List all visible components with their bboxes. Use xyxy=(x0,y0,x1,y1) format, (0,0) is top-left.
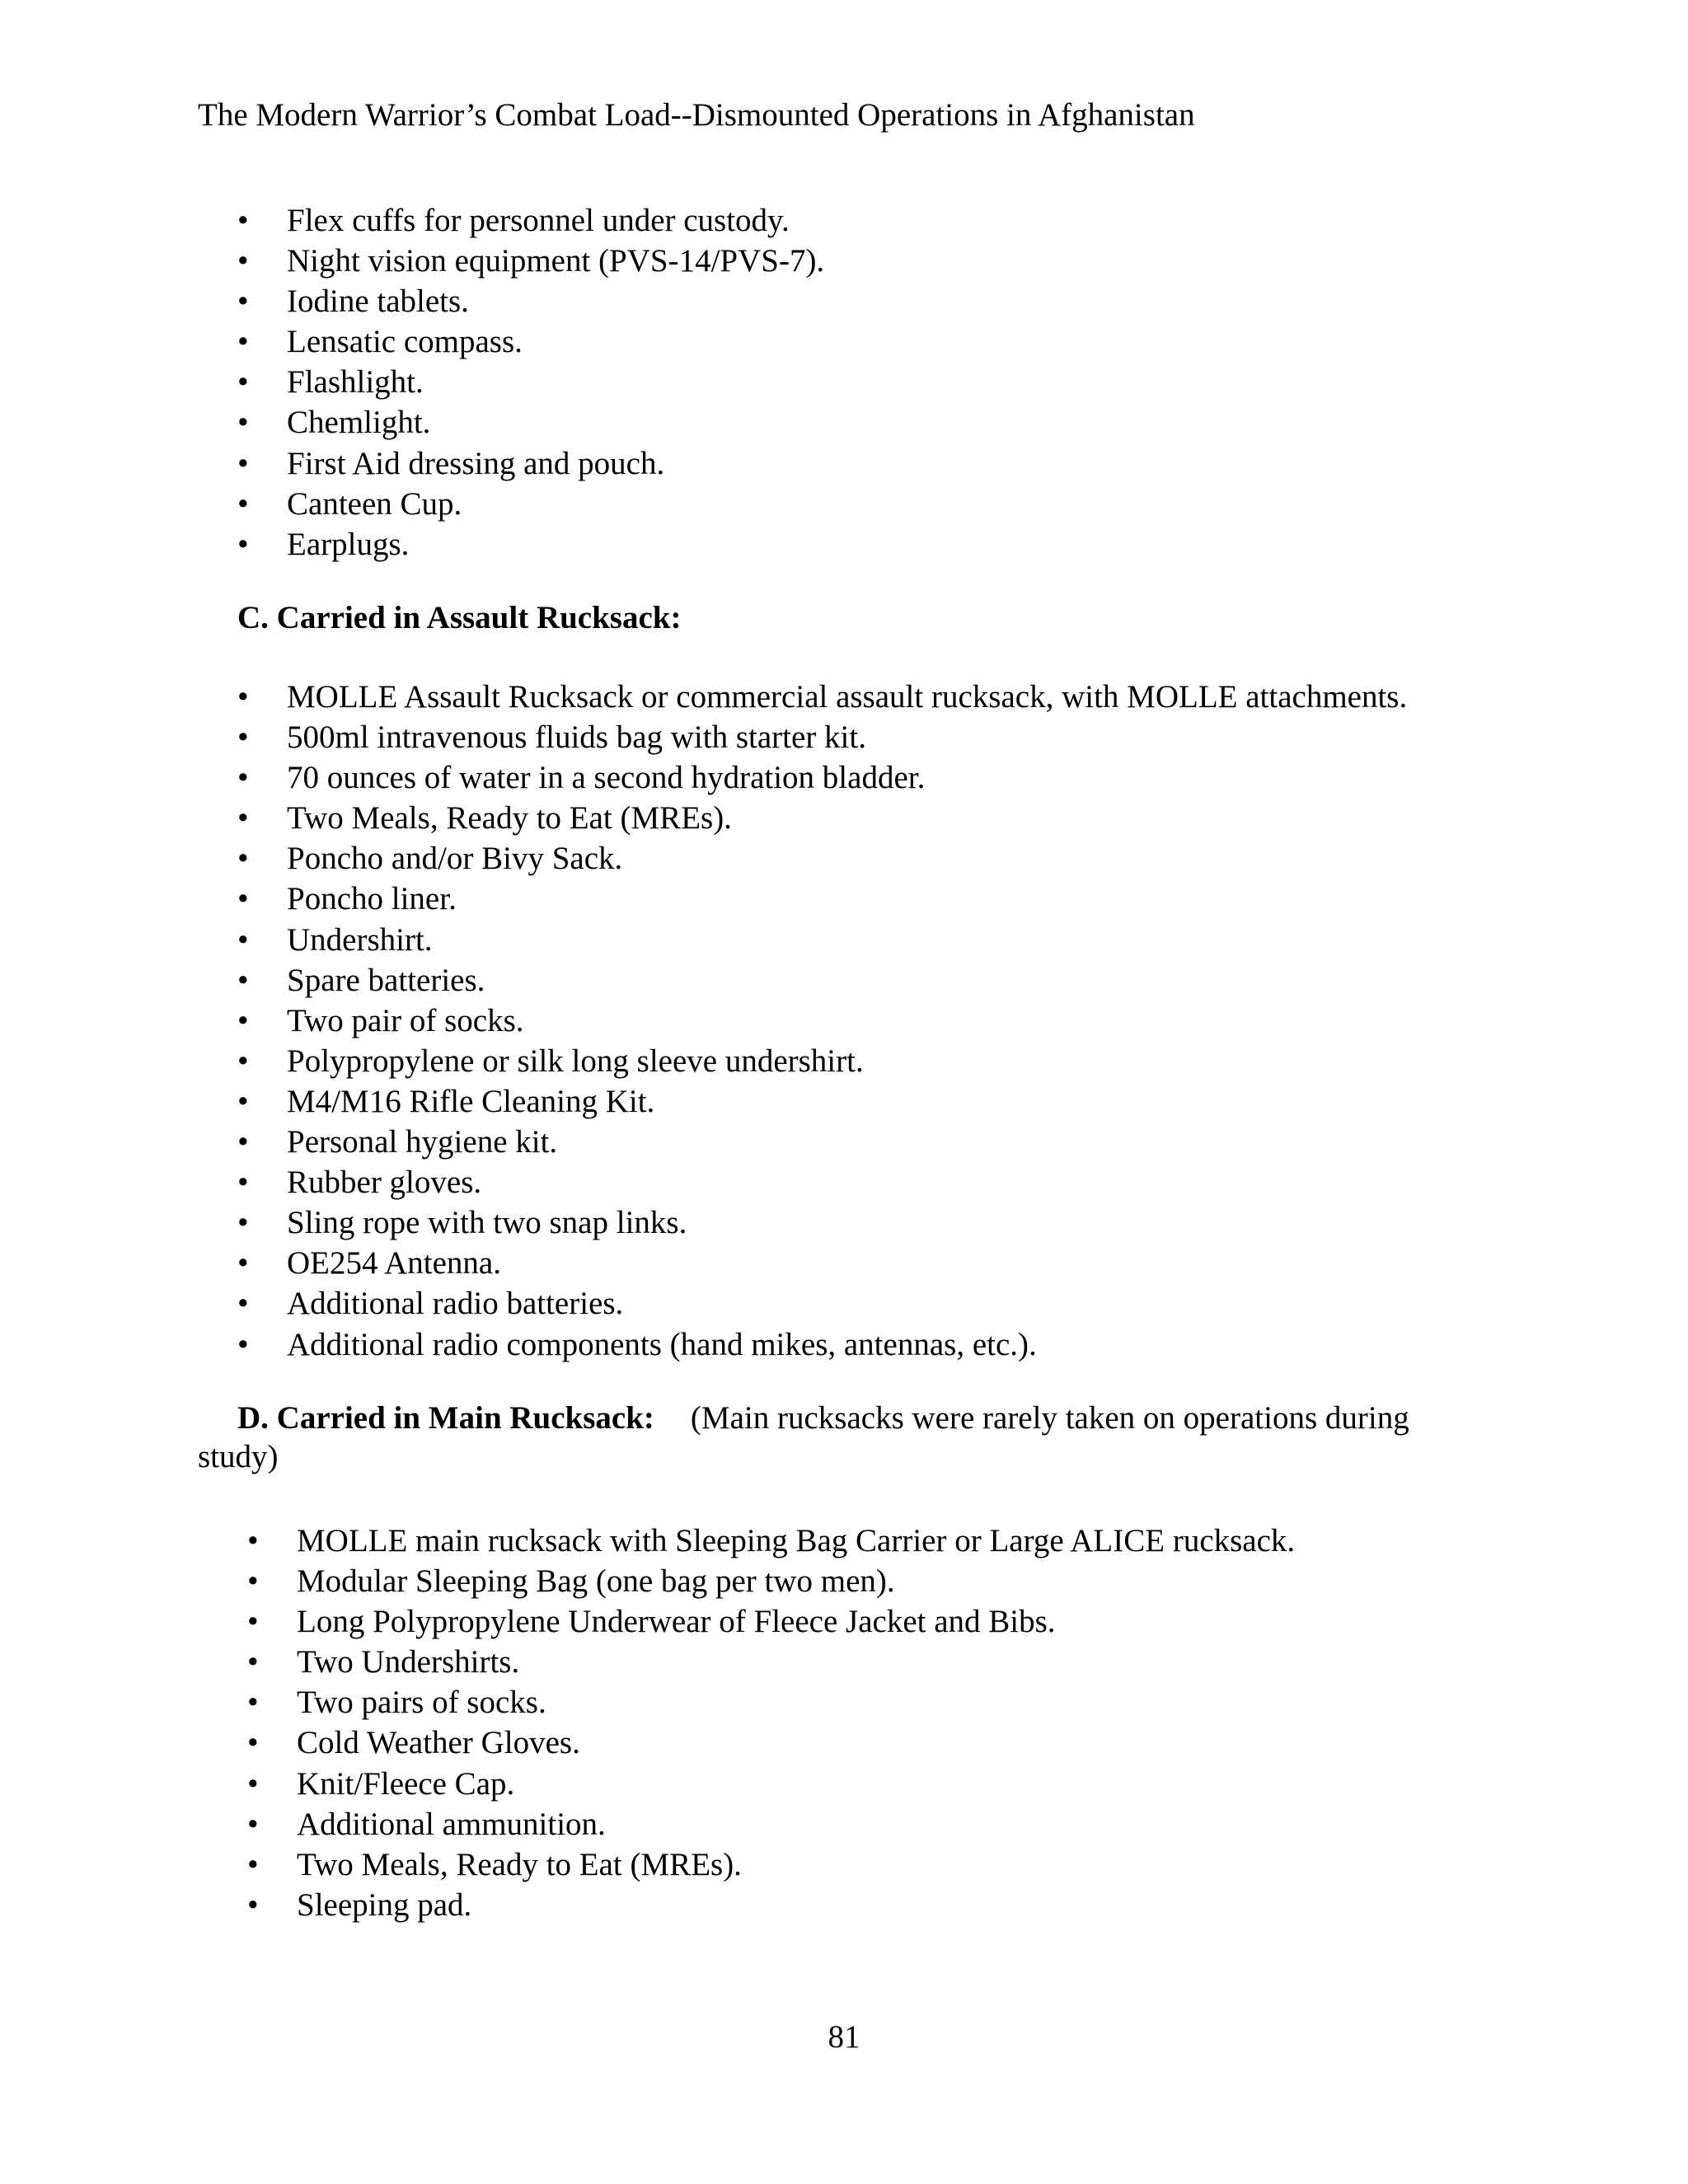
section-c-heading xyxy=(237,598,681,638)
bullet-icon: • xyxy=(237,526,249,562)
bullet-icon: • xyxy=(237,1165,249,1201)
list-item-text: 500ml intravenous fluids bag with starter kit. xyxy=(287,719,866,756)
bullet-icon: • xyxy=(237,881,249,917)
list-item-text: M4/M16 Rifle Cleaning Kit. xyxy=(287,1083,655,1119)
bullet-icon: • xyxy=(237,1245,249,1282)
list-item-text: Two Undershirts. xyxy=(297,1644,520,1680)
list-item-text: Additional radio components (hand mikes, antennas, etc.). xyxy=(287,1326,1037,1362)
list-item-text: Iodine tablets. xyxy=(287,284,469,320)
bullet-icon: • xyxy=(237,445,249,481)
bullet-icon: • xyxy=(247,1604,259,1640)
section-d-heading-label: D. Carried in Main Rucksack: xyxy=(237,1400,654,1436)
list-item-text: Two Meals, Ready to Eat (MREs). xyxy=(287,800,732,837)
list-item-text: Long Polypropylene Underwear of Fleece Jacket and Bibs. xyxy=(297,1604,1056,1640)
bullet-icon: • xyxy=(237,364,249,401)
bullet-icon: • xyxy=(237,324,249,360)
bullet-icon: • xyxy=(247,1523,259,1558)
bullet-icon: • xyxy=(237,841,249,877)
page-header-title: The Modern Warrior’s Combat Load--Dismounted Operations in Afghanistan xyxy=(198,97,1195,133)
bullet-icon: • xyxy=(237,1002,249,1038)
bullet-icon: • xyxy=(237,719,249,756)
list-item-text: MOLLE main rucksack with Sleeping Bag Carrier or Large ALICE rucksack. xyxy=(297,1523,1296,1558)
bullet-icon: • xyxy=(237,679,249,715)
list-item-text: Canteen Cup. xyxy=(287,485,462,522)
bullet-icon: • xyxy=(247,1765,259,1802)
section-c-heading-label: C. Carried in Assault Rucksack: xyxy=(237,600,682,635)
list-item-text: Chemlight. xyxy=(287,405,431,441)
list-item-text: MOLLE Assault Rucksack or commercial assault rucksack, with MOLLE attachments. xyxy=(287,679,1408,715)
bullet-icon: • xyxy=(237,800,249,837)
list-item-text: Additional radio batteries. xyxy=(287,1286,624,1322)
list-item-text: Two pairs of socks. xyxy=(297,1685,546,1721)
bullet-icon: • xyxy=(237,284,249,320)
list-item-text: Flashlight. xyxy=(287,364,424,401)
list-item-text: 70 ounces of water in a second hydration bladder. xyxy=(287,760,926,796)
bullet-icon: • xyxy=(247,1685,259,1721)
list-item-text: Poncho and/or Bivy Sack. xyxy=(287,841,623,877)
section-d-note-continuation: study) xyxy=(198,1439,279,1474)
list-item-text: Sleeping pad. xyxy=(297,1886,472,1923)
list-item-text: Polypropylene or silk long sleeve undershirt. xyxy=(287,1043,864,1079)
list-item-text: Knit/Fleece Cap. xyxy=(297,1765,515,1802)
bullet-icon: • xyxy=(247,1563,259,1600)
list-item-text: Flex cuffs for personnel under custody. xyxy=(287,203,790,238)
bullet-icon: • xyxy=(237,1286,249,1322)
bullet-icon: • xyxy=(237,760,249,796)
list-item-text: Lensatic compass. xyxy=(287,324,523,360)
list-item-text: OE254 Antenna. xyxy=(287,1245,501,1282)
list-item-text: Rubber gloves. xyxy=(287,1165,482,1201)
bullet-icon: • xyxy=(237,1043,249,1079)
page-number: 81 xyxy=(828,2019,860,2055)
list-item-text: Personal hygiene kit. xyxy=(287,1124,558,1160)
section-d-heading xyxy=(237,1399,1409,1438)
bullet-icon: • xyxy=(247,1725,259,1761)
list-item-text: First Aid dressing and pouch. xyxy=(287,445,665,481)
list-item-text: Spare batteries. xyxy=(287,962,485,998)
list-item-text: Cold Weather Gloves. xyxy=(297,1725,580,1761)
bullet-icon: • xyxy=(237,405,249,441)
list-item-text: Earplugs. xyxy=(287,526,410,562)
bullet-icon: • xyxy=(237,1083,249,1119)
list-item-text: Modular Sleeping Bag (one bag per two men). xyxy=(297,1563,895,1600)
bullet-icon: • xyxy=(247,1644,259,1680)
bullet-icon: • xyxy=(237,921,249,958)
list-item-text: Two Meals, Ready to Eat (MREs). xyxy=(297,1846,742,1882)
bullet-icon: • xyxy=(247,1886,259,1923)
section-d-note: (Main rucksacks were rarely taken on operations during xyxy=(690,1400,1409,1436)
bullet-icon: • xyxy=(237,203,249,238)
list-item-text: Two pair of socks. xyxy=(287,1002,524,1038)
list-item-text: Additional ammunition. xyxy=(297,1806,606,1842)
bullet-icon: • xyxy=(237,485,249,522)
bullet-icon: • xyxy=(237,1205,249,1241)
bullet-icon: • xyxy=(247,1806,259,1842)
bullet-icon: • xyxy=(237,1124,249,1160)
bullet-icon: • xyxy=(237,962,249,998)
bullet-icon: • xyxy=(247,1846,259,1882)
bullet-icon: • xyxy=(237,243,249,279)
bullet-icon: • xyxy=(237,1326,249,1362)
list-item-text: Sling rope with two snap links. xyxy=(287,1205,687,1241)
list-item-text: Undershirt. xyxy=(287,921,433,958)
list-item-text: Poncho liner. xyxy=(287,881,457,917)
list-item-text: Night vision equipment (PVS-14/PVS-7). xyxy=(287,243,825,279)
